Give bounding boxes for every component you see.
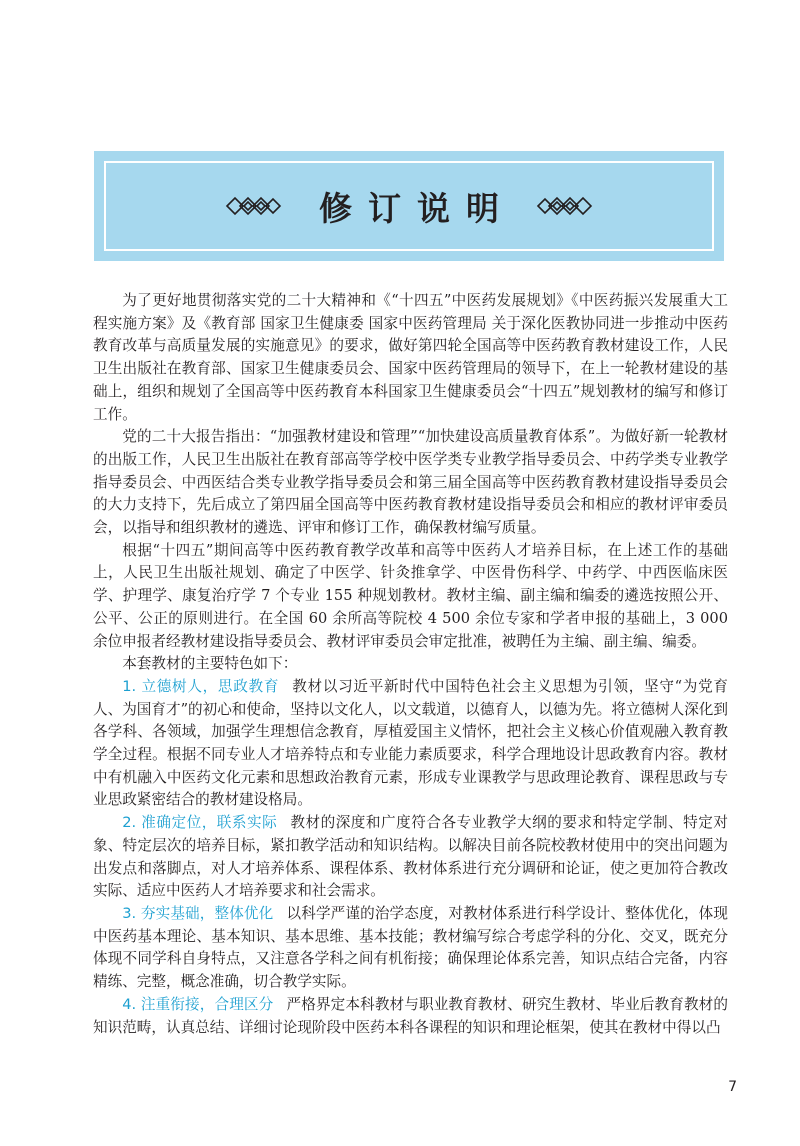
double-diamond-ornament-icon xyxy=(533,192,595,220)
page-title: 修订说明 xyxy=(319,188,515,228)
feature-text: 教材以习近平新时代中国特色社会主义思想为引领，坚守“为党育人、为国育才”的初心和使命，坚持以文化人，以文载道，以德育人，以德为先。将立德树人深化到各学科、各领域，加强学生理想信念教育，厚植爱国主义情怀，把社会主义核心价值观融入教育教学全过程。根据不同专业人才培养特点和专业能力素质要求，科学合理地设计思政教育内容。教材中有机融入中医药文化元素和思想政治教育元素，形成专业课教学与思政理论教育、课程思政与专业思政紧密结合的教材建设格局。 xyxy=(93,677,728,809)
feature-paragraph xyxy=(93,676,728,812)
feature-paragraph xyxy=(93,812,728,903)
feature-title: 4. 注重衔接，合理区分 xyxy=(122,995,274,1013)
feature-text: 教材的深度和广度符合各专业教学大纲的要求和特定学制、特定对象、特定层次的培养目标，紧扣教学活动和知识结构。以解决目前各院校教材使用中的突出问题为出发点和落脚点，对人才培养体系、课程体系、教材体系进行充分调研和论证，使之更加符合教改实际、适应中医药人才培养要求和社会需求。 xyxy=(93,814,728,900)
feature-text: 严格界定本科教材与职业教育教材、研究生教材、毕业后教育教材的知识范畴，认真总结、详细讨论现阶段中医药本科各课程的知识和理论框架，使其在教材中得以凸 xyxy=(93,995,728,1036)
feature-paragraph xyxy=(93,994,728,1039)
body-paragraph: 本套教材的主要特色如下： xyxy=(122,655,298,673)
page-number: 7 xyxy=(728,1079,737,1095)
title-banner xyxy=(94,151,724,261)
feature-paragraph xyxy=(93,903,728,994)
body-paragraph: 党的二十大报告指出：“加强教材建设和管理”“加快建设高质量教育体系”。为做好新一轮教材的出版工作，人民卫生出版社在教育部高等学校中医学类专业教学指导委员会、中药学类专业教学指导委员会、中西医结合类专业教学指导委员会和第三届全国高等中医药教育教材建设指导委员会的大力支持下，先后成立了第四届全国高等中医药教育教材建设指导委员会和相应的教材评审委员会，以指导和组织教材的遴选、评审和修订工作，确保教材编写质量。 xyxy=(93,428,728,537)
feature-title: 1. 立德树人，思政教育 xyxy=(122,677,280,695)
body-paragraph: 为了更好地贯彻落实党的二十大精神和《“十四五”中医药发展规划》《中医药振兴发展重大工程实施方案》及《教育部 国家卫生健康委 国家中医药管理局 关于深化医教协同进一步推动中医药教育改革与高质量发展的实施意见》的要求，做好第四轮全国高等中医药教育教材建设工作，人民卫生出版社在教育部、国家卫生健康委员会、国家中医药管理局的领导下，在上一轮教材建设的基础上，组织和规划了全国高等中医药教育本科国家卫生健康委员会“十四五”规划教材的编写和修订工作。 xyxy=(93,292,728,423)
document-body xyxy=(93,290,728,1039)
feature-title: 3. 夯实基础，整体优化 xyxy=(122,904,274,922)
feature-title: 2. 准确定位，联系实际 xyxy=(122,814,278,832)
title-banner-frame xyxy=(104,161,714,251)
body-paragraph: 根据“十四五”期间高等中医药教育教学改革和高等中医药人才培养目标，在上述工作的基础上，人民卫生出版社规划、确定了中医学、针灸推拿学、中医骨伤科学、中药学、中西医临床医学、护理学、康复治疗学 7 个专业 155 种规划教材。教材主编、副主编和编委的遴选按照公开、公平、公正的原则进行。在全国 60 余所高等院校 4 500 余位专家和学者申报的基础上，3 000 余位申报者经教材建设指导委员会、教材评审委员会审定批准，被聘任为主编、副主编、编委。 xyxy=(93,541,728,650)
double-diamond-ornament-icon xyxy=(223,192,285,220)
feature-text: 以科学严谨的治学态度，对教材体系进行科学设计、整体优化，体现中医药基本理论、基本知识、基本思维、基本技能；教材编写综合考虑学科的分化、交叉，既充分体现不同学科自身特点，又注意各学科之间有机衔接；确保理论体系完善，知识点结合完备，内容精练、完整，概念准确，切合教学实际。 xyxy=(93,904,728,991)
